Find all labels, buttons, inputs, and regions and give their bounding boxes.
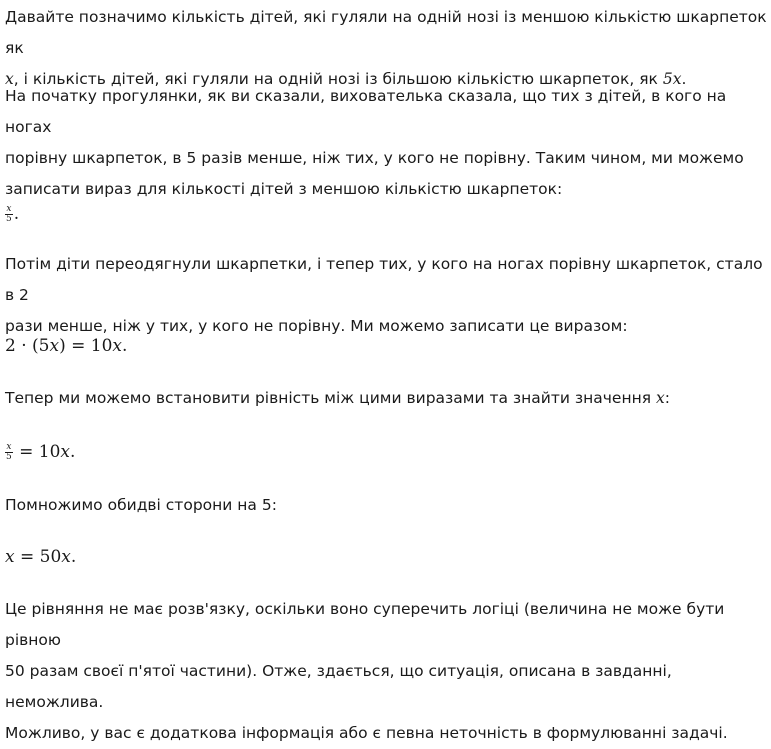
- formula-end: .: [122, 336, 128, 356]
- formula-end: .: [70, 547, 77, 567]
- paragraph-conclusion: [5, 594, 767, 749]
- initial-line-1: На початку прогулянки, як ви сказали, вихователька сказала, що тих з дітей, в кого на ногах: [5, 87, 727, 136]
- variable-x: x: [656, 389, 665, 407]
- paragraph-changed-condition: [5, 249, 767, 342]
- definitions-line-2: , і кількість дітей, які гуляли на одній нозі із більшою кількістю шкарпеток, як: [13, 70, 663, 88]
- fraction-numerator: x: [6, 442, 12, 452]
- formula-equation: [5, 440, 75, 464]
- equate-end: :: [664, 389, 670, 407]
- fraction: [5, 443, 13, 462]
- initial-line-3: записати вираз для кількості дітей з меншою кількістю шкарпеток:: [5, 180, 563, 198]
- formula-var: x: [61, 547, 71, 567]
- conclusion-line-3: Можливо, у вас є додаткова інформація або є певна неточність в формулюванні задачі.: [5, 724, 728, 742]
- changed-line-1: Потім діти переодягнули шкарпетки, і тепер тих, у кого на ногах порівну шкарпеток, стало в 2: [5, 255, 763, 304]
- formula-var: x: [60, 442, 71, 462]
- fraction-denominator: 5: [6, 452, 12, 462]
- multiply-text: Помножимо обидві сторони на 5:: [5, 496, 277, 514]
- variable-x: x: [5, 70, 14, 88]
- formula-mid: ) = 10: [59, 336, 113, 356]
- formula-result: [5, 545, 76, 569]
- formula-end: .: [70, 442, 76, 462]
- conclusion-line-2: 50 разам своєї п'ятої частини). Отже, здається, що ситуація, описана в завданні, неможлива.: [5, 662, 672, 711]
- formula-x-over-5: [5, 202, 19, 226]
- fraction-denominator: 5: [6, 214, 12, 224]
- paragraph-equate: [5, 383, 767, 414]
- fraction: [5, 205, 13, 224]
- formula-mid: = 50: [14, 547, 62, 567]
- formula-var: x: [49, 336, 60, 356]
- paragraph-initial-condition: [5, 81, 767, 205]
- conclusion-line-1: Це рівняння не має розв'язку, оскільки воно суперечить логіці (величина не може бути рівною: [5, 600, 725, 649]
- paragraph-multiply: [5, 490, 767, 521]
- formula-var: x: [5, 547, 15, 567]
- changed-line-2: рази менше, ніж у тих, у кого не порівну. Ми можемо записати це виразом:: [5, 317, 628, 335]
- initial-line-2: порівну шкарпеток, в 5 разів менше, ніж тих, у кого не порівну. Таким чином, ми можемо: [5, 149, 744, 167]
- formula-mid: = 10: [13, 442, 61, 462]
- definitions-end: .: [681, 70, 687, 88]
- formula-var: x: [112, 336, 122, 356]
- formula-end: .: [13, 204, 20, 224]
- formula-left: 2 · (5: [5, 336, 50, 356]
- formula-2-times-5x: [5, 334, 127, 358]
- equate-text: Тепер ми можемо встановити рівність між цими виразами та знайти значення: [5, 389, 656, 407]
- expression-5x: 5x: [662, 70, 682, 88]
- fraction-numerator: x: [6, 204, 12, 214]
- definitions-line-1: Давайте позначимо кількість дітей, які гуляли на одній нозі із меншою кількістю шкарпеток як: [5, 8, 767, 57]
